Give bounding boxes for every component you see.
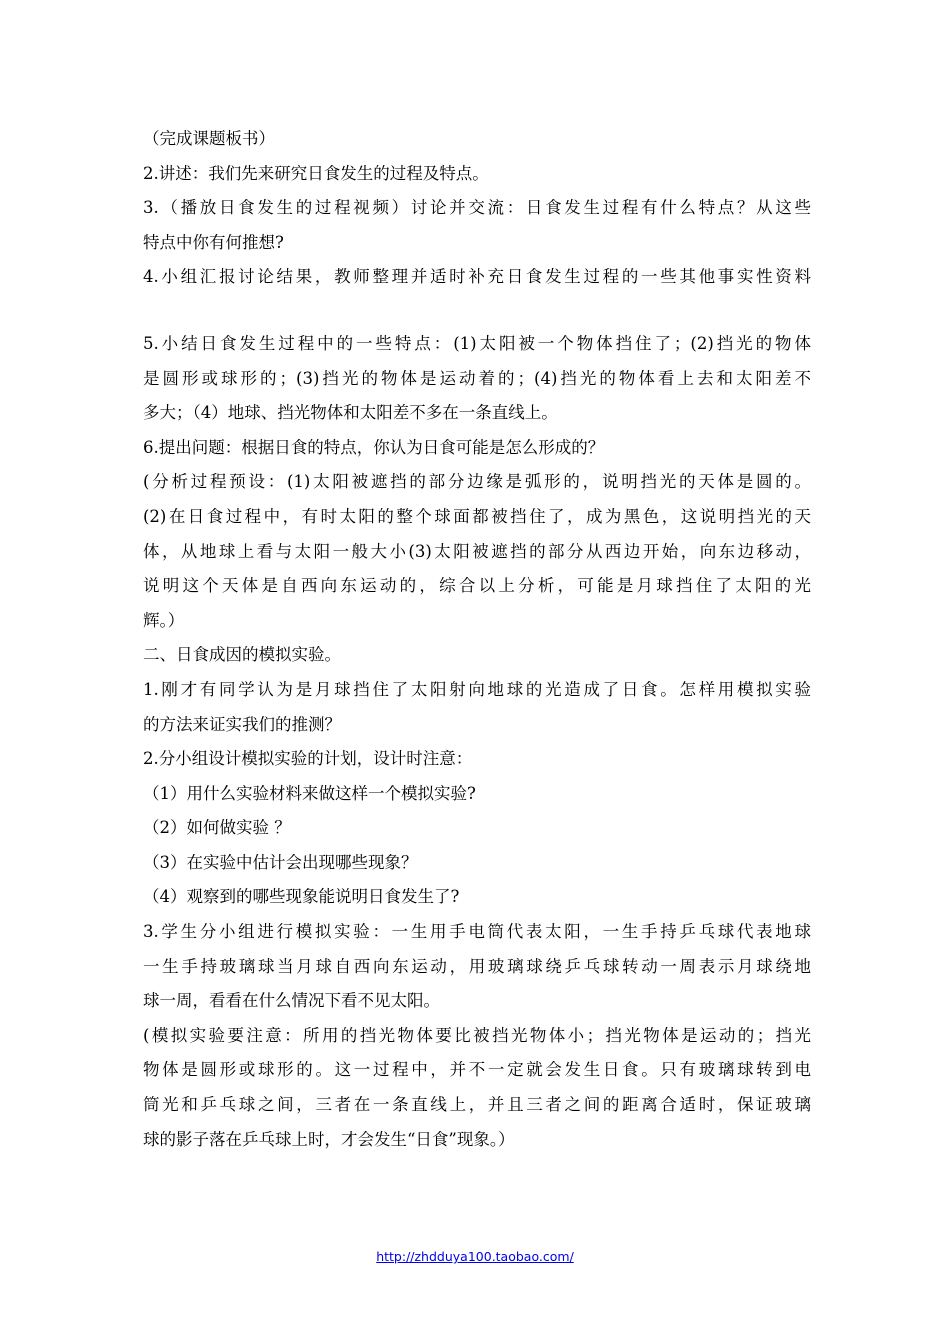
text-line: 的方法来证实我们的推测？ — [143, 714, 341, 734]
text-line: (分析过程预设：(1)太阳被遮挡的部分边缘是弧形的，说明挡光的天体是圆的。 — [143, 472, 811, 492]
text-line: 物体是圆形或球形的。这一过程中，并不一定就会发生日食。只有玻璃球转到电 — [143, 1060, 811, 1080]
text-line: (模拟实验要注意：所用的挡光物体要比被挡光物体小；挡光物体是运动的；挡光 — [143, 1025, 811, 1045]
text-line: 1.刚才有同学认为是月球挡住了太阳射向地球的光造成了日食。怎样用模拟实验 — [143, 679, 811, 699]
text-line: （完成课题板书） — [143, 129, 275, 148]
text-line: (2)在日食过程中，有时太阳的整个球面都被挡住了，成为黑色，这说明挡光的天 — [143, 506, 811, 526]
text-line: 体，从地球上看与太阳一般大小(3)太阳被遮挡的部分从西边开始，向东边移动， — [143, 541, 811, 561]
text-line: 是圆形或球形的；(3)挡光的物体是运动着的；(4)挡光的物体看上去和太阳差不 — [143, 368, 811, 388]
text-line: 2.讲述：我们先来研究日食发生的过程及特点。 — [143, 163, 489, 183]
section-heading: 二、日食成因的模拟实验。 — [143, 645, 341, 665]
paragraph-gap — [143, 295, 811, 327]
text-line: 辉。） — [143, 610, 185, 630]
text-line: 说明这个天体是自西向东运动的，综合以上分析，可能是月球挡住了太阳的光 — [143, 576, 811, 596]
text-line: 一生手持玻璃球当月球自西向东运动，用玻璃球绕乒乓球转动一周表示月球绕地 — [143, 956, 811, 976]
list-item: （2）如何做实验 ？ — [143, 818, 291, 838]
text-line: 3.（播放日食发生的过程视频）讨论并交流：日食发生过程有什么特点？从这些 — [143, 198, 811, 218]
list-item: （3）在实验中估计会出现哪些现象？ — [143, 852, 418, 872]
text-line: 球一周，看看在什么情况下看不见太阳。 — [143, 991, 440, 1011]
text-line: 4.小组汇报讨论结果，教师整理并适时补充日食发生过程的一些其他事实性资料 — [143, 267, 811, 287]
document-body — [143, 122, 811, 1157]
footer-link[interactable]: http://zhdduya100.taobao.com/ — [376, 1249, 574, 1264]
list-item: （1）用什么实验材料来做这样一个模拟实验? — [143, 783, 476, 803]
page-footer — [0, 1249, 950, 1264]
text-line: 3.学生分小组进行模拟实验：一生用手电筒代表太阳，一生手持乒乓球代表地球 — [143, 922, 811, 942]
text-line: 5.小结日食发生过程中的一些特点：(1)太阳被一个物体挡住了；(2)挡光的物体 — [143, 333, 811, 353]
text-line: 球的影子落在乒乓球上时，才会发生“日食”现象。） — [143, 1129, 515, 1149]
list-item: （4）观察到的哪些现象能说明日食发生了? — [143, 887, 460, 907]
text-line: 特点中你有何推想? — [143, 232, 284, 252]
text-line: 2.分小组设计模拟实验的计划，设计时注意： — [143, 749, 473, 769]
text-line: 6.提出问题：根据日食的特点，你认为日食可能是怎么形成的？ — [143, 437, 605, 457]
text-line: 多大；（4）地球、挡光物体和太阳差不多在一条直线上。 — [143, 403, 558, 423]
text-line: 筒光和乒乓球之间，三者在一条直线上，并且三者之间的距离合适时，保证玻璃 — [143, 1095, 811, 1115]
